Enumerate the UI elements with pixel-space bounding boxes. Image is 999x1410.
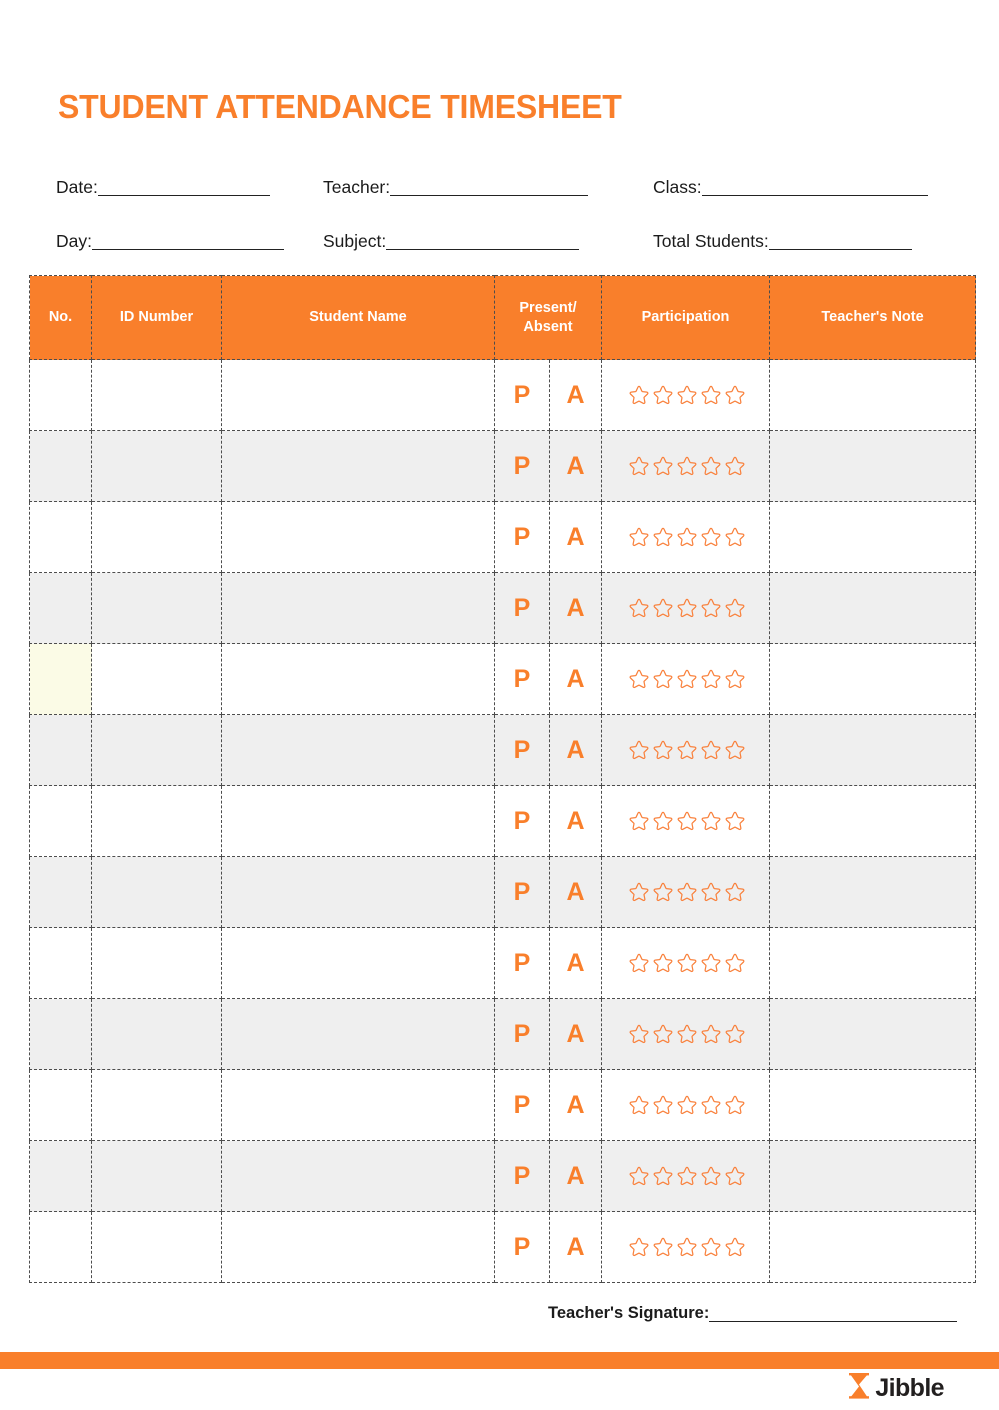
cell-present-mark[interactable] xyxy=(495,573,550,644)
page-title: STUDENT ATTENDANCE TIMESHEET xyxy=(58,88,622,125)
cell-absent-mark[interactable] xyxy=(550,999,602,1070)
column-header-no: No. xyxy=(30,276,92,360)
participation-rating[interactable] xyxy=(602,857,769,927)
star-icon[interactable] xyxy=(724,668,746,690)
present-letter: P xyxy=(513,664,531,693)
cell-teachers-note[interactable] xyxy=(770,1212,976,1283)
cell-participation[interactable] xyxy=(602,786,770,857)
cell-participation[interactable] xyxy=(602,1141,770,1212)
star-icon[interactable] xyxy=(628,739,650,761)
cell-id-number[interactable] xyxy=(92,857,222,928)
cell-no[interactable] xyxy=(30,573,92,644)
absent-letter: A xyxy=(566,664,585,693)
field-teacher-input[interactable] xyxy=(390,181,588,196)
participation-rating[interactable] xyxy=(602,360,769,430)
table-row xyxy=(30,1212,976,1283)
cell-id-number[interactable] xyxy=(92,1141,222,1212)
star-icon[interactable] xyxy=(628,1236,650,1258)
table-row xyxy=(30,857,976,928)
present-absent-line-1: Present/ xyxy=(519,300,577,317)
cell-present-mark[interactable] xyxy=(495,715,550,786)
cell-student-name[interactable] xyxy=(222,857,495,928)
absent-letter: A xyxy=(566,522,585,551)
cell-absent-mark[interactable] xyxy=(550,1212,602,1283)
cell-teachers-note[interactable] xyxy=(770,1070,976,1141)
participation-rating[interactable] xyxy=(602,1141,769,1211)
cell-id-number[interactable] xyxy=(92,360,222,431)
table-row xyxy=(30,999,976,1070)
jibble-brand xyxy=(848,1373,944,1404)
present-letter: P xyxy=(513,451,531,480)
star-icon[interactable] xyxy=(676,597,698,619)
cell-no[interactable] xyxy=(30,644,92,715)
cell-no[interactable] xyxy=(30,1070,92,1141)
cell-absent-mark[interactable] xyxy=(550,573,602,644)
star-icon[interactable] xyxy=(628,1094,650,1116)
cell-student-name[interactable] xyxy=(222,644,495,715)
cell-absent-mark[interactable] xyxy=(550,360,602,431)
hourglass-icon xyxy=(848,1373,870,1404)
star-icon[interactable] xyxy=(652,952,674,974)
participation-rating[interactable] xyxy=(602,644,769,714)
absent-letter: A xyxy=(566,735,585,764)
cell-no[interactable] xyxy=(30,715,92,786)
star-icon[interactable] xyxy=(628,455,650,477)
star-icon[interactable] xyxy=(676,526,698,548)
table-body xyxy=(30,360,976,1283)
absent-letter: A xyxy=(566,877,585,906)
cell-teachers-note[interactable] xyxy=(770,644,976,715)
star-icon[interactable] xyxy=(700,810,722,832)
cell-student-name[interactable] xyxy=(222,786,495,857)
cell-no[interactable] xyxy=(30,928,92,999)
cell-id-number[interactable] xyxy=(92,715,222,786)
footer-accent-bar xyxy=(0,1352,999,1369)
cell-participation[interactable] xyxy=(602,857,770,928)
participation-rating[interactable] xyxy=(602,502,769,572)
star-icon[interactable] xyxy=(700,1023,722,1045)
column-header-present-absent xyxy=(495,276,602,360)
star-icon[interactable] xyxy=(652,1094,674,1116)
cell-participation[interactable] xyxy=(602,644,770,715)
field-day-label: Day: xyxy=(56,230,92,251)
participation-rating[interactable] xyxy=(602,431,769,501)
cell-absent-mark[interactable] xyxy=(550,502,602,573)
star-icon[interactable] xyxy=(700,597,722,619)
star-icon[interactable] xyxy=(724,1236,746,1258)
field-total-students-label: Total Students: xyxy=(653,230,769,251)
cell-student-name[interactable] xyxy=(222,502,495,573)
table-row xyxy=(30,1070,976,1141)
cell-teachers-note[interactable] xyxy=(770,786,976,857)
table-row xyxy=(30,573,976,644)
cell-present-mark[interactable] xyxy=(495,786,550,857)
attendance-table xyxy=(29,275,976,1283)
participation-rating[interactable] xyxy=(602,573,769,643)
cell-no[interactable] xyxy=(30,1141,92,1212)
cell-teachers-note[interactable] xyxy=(770,928,976,999)
star-icon[interactable] xyxy=(724,810,746,832)
star-icon[interactable] xyxy=(676,1165,698,1187)
star-icon[interactable] xyxy=(700,881,722,903)
cell-no[interactable] xyxy=(30,1212,92,1283)
star-icon[interactable] xyxy=(700,384,722,406)
field-total-students xyxy=(653,230,912,251)
table-row xyxy=(30,715,976,786)
star-icon[interactable] xyxy=(724,881,746,903)
cell-id-number[interactable] xyxy=(92,999,222,1070)
cell-id-number[interactable] xyxy=(92,1070,222,1141)
cell-teachers-note[interactable] xyxy=(770,502,976,573)
cell-student-name[interactable] xyxy=(222,999,495,1070)
star-icon[interactable] xyxy=(700,455,722,477)
teachers-signature-input[interactable] xyxy=(709,1308,957,1322)
star-icon[interactable] xyxy=(628,597,650,619)
present-letter: P xyxy=(513,1090,531,1119)
star-icon[interactable] xyxy=(652,455,674,477)
star-icon[interactable] xyxy=(676,881,698,903)
absent-letter: A xyxy=(566,948,585,977)
star-icon[interactable] xyxy=(700,1165,722,1187)
cell-id-number[interactable] xyxy=(92,502,222,573)
star-icon[interactable] xyxy=(652,384,674,406)
cell-present-mark[interactable] xyxy=(495,360,550,431)
cell-no[interactable] xyxy=(30,502,92,573)
field-date xyxy=(56,176,323,197)
star-icon[interactable] xyxy=(700,1236,722,1258)
present-letter: P xyxy=(513,1232,531,1261)
field-class xyxy=(653,176,928,197)
cell-no[interactable] xyxy=(30,999,92,1070)
star-icon[interactable] xyxy=(724,1165,746,1187)
star-icon[interactable] xyxy=(676,668,698,690)
star-icon[interactable] xyxy=(724,597,746,619)
table-row xyxy=(30,431,976,502)
participation-rating[interactable] xyxy=(602,1212,769,1282)
participation-rating[interactable] xyxy=(602,1070,769,1140)
cell-teachers-note[interactable] xyxy=(770,1141,976,1212)
cell-participation[interactable] xyxy=(602,999,770,1070)
table-header xyxy=(30,276,976,360)
cell-absent-mark[interactable] xyxy=(550,857,602,928)
cell-participation[interactable] xyxy=(602,360,770,431)
cell-absent-mark[interactable] xyxy=(550,715,602,786)
cell-participation[interactable] xyxy=(602,502,770,573)
star-icon[interactable] xyxy=(676,384,698,406)
star-icon[interactable] xyxy=(676,1023,698,1045)
cell-present-mark[interactable] xyxy=(495,1141,550,1212)
teachers-signature xyxy=(548,1305,957,1322)
present-letter: P xyxy=(513,735,531,764)
star-icon[interactable] xyxy=(652,668,674,690)
cell-student-name[interactable] xyxy=(222,360,495,431)
cell-teachers-note[interactable] xyxy=(770,573,976,644)
star-icon[interactable] xyxy=(652,1165,674,1187)
cell-present-mark[interactable] xyxy=(495,431,550,502)
field-teacher-label: Teacher: xyxy=(323,176,391,197)
star-icon[interactable] xyxy=(652,881,674,903)
present-letter: P xyxy=(513,522,531,551)
cell-absent-mark[interactable] xyxy=(550,1070,602,1141)
field-day xyxy=(56,230,323,251)
column-header-id-number: ID Number xyxy=(92,276,222,360)
cell-id-number[interactable] xyxy=(92,431,222,502)
present-letter: P xyxy=(513,380,531,409)
cell-present-mark[interactable] xyxy=(495,1212,550,1283)
table-row xyxy=(30,360,976,431)
cell-teachers-note[interactable] xyxy=(770,360,976,431)
star-icon[interactable] xyxy=(676,739,698,761)
cell-teachers-note[interactable] xyxy=(770,431,976,502)
field-teacher xyxy=(323,176,653,197)
star-icon[interactable] xyxy=(628,1165,650,1187)
star-icon[interactable] xyxy=(628,810,650,832)
star-icon[interactable] xyxy=(652,597,674,619)
brand-name: Jibble xyxy=(875,1374,944,1402)
absent-letter: A xyxy=(566,1161,585,1190)
cell-present-mark[interactable] xyxy=(495,999,550,1070)
cell-no[interactable] xyxy=(30,786,92,857)
cell-no[interactable] xyxy=(30,360,92,431)
star-icon[interactable] xyxy=(628,384,650,406)
participation-rating[interactable] xyxy=(602,999,769,1069)
present-letter: P xyxy=(513,806,531,835)
star-icon[interactable] xyxy=(700,526,722,548)
participation-rating[interactable] xyxy=(602,786,769,856)
cell-student-name[interactable] xyxy=(222,715,495,786)
table-row xyxy=(30,502,976,573)
star-icon[interactable] xyxy=(628,526,650,548)
star-icon[interactable] xyxy=(676,455,698,477)
participation-rating[interactable] xyxy=(602,715,769,785)
star-icon[interactable] xyxy=(628,668,650,690)
field-total-students-input[interactable] xyxy=(769,235,912,250)
table-row xyxy=(30,1141,976,1212)
absent-letter: A xyxy=(566,806,585,835)
absent-letter: A xyxy=(566,380,585,409)
field-day-input[interactable] xyxy=(92,235,284,250)
star-icon[interactable] xyxy=(724,1094,746,1116)
cell-no[interactable] xyxy=(30,431,92,502)
star-icon[interactable] xyxy=(652,1236,674,1258)
absent-letter: A xyxy=(566,451,585,480)
star-icon[interactable] xyxy=(652,526,674,548)
cell-id-number[interactable] xyxy=(92,928,222,999)
star-icon[interactable] xyxy=(676,810,698,832)
cell-participation[interactable] xyxy=(602,431,770,502)
absent-letter: A xyxy=(566,1232,585,1261)
star-icon[interactable] xyxy=(724,952,746,974)
meta-row-2 xyxy=(56,222,946,250)
cell-absent-mark[interactable] xyxy=(550,431,602,502)
cell-student-name[interactable] xyxy=(222,1070,495,1141)
star-icon[interactable] xyxy=(652,810,674,832)
cell-participation[interactable] xyxy=(602,1070,770,1141)
cell-present-mark[interactable] xyxy=(495,857,550,928)
cell-present-mark[interactable] xyxy=(495,502,550,573)
star-icon[interactable] xyxy=(724,1023,746,1045)
field-subject xyxy=(323,230,653,251)
column-header-student-name: Student Name xyxy=(222,276,495,360)
star-icon[interactable] xyxy=(628,952,650,974)
present-letter: P xyxy=(513,1161,531,1190)
cell-present-mark[interactable] xyxy=(495,1070,550,1141)
star-icon[interactable] xyxy=(628,1023,650,1045)
cell-student-name[interactable] xyxy=(222,1141,495,1212)
meta-row-1 xyxy=(56,168,946,196)
field-date-input[interactable] xyxy=(98,181,270,196)
present-absent-line-2: Absent xyxy=(523,318,573,335)
field-date-label: Date: xyxy=(56,176,98,197)
meta-fields xyxy=(56,168,946,276)
cell-absent-mark[interactable] xyxy=(550,644,602,715)
cell-id-number[interactable] xyxy=(92,786,222,857)
present-letter: P xyxy=(513,948,531,977)
cell-participation[interactable] xyxy=(602,1212,770,1283)
star-icon[interactable] xyxy=(724,526,746,548)
star-icon[interactable] xyxy=(628,881,650,903)
cell-id-number[interactable] xyxy=(92,573,222,644)
cell-student-name[interactable] xyxy=(222,573,495,644)
cell-absent-mark[interactable] xyxy=(550,928,602,999)
table-header-row xyxy=(30,276,976,360)
present-letter: P xyxy=(513,593,531,622)
cell-present-mark[interactable] xyxy=(495,644,550,715)
cell-present-mark[interactable] xyxy=(495,928,550,999)
attendance-sheet xyxy=(29,275,975,1283)
cell-participation[interactable] xyxy=(602,715,770,786)
present-letter: P xyxy=(513,1019,531,1048)
cell-id-number[interactable] xyxy=(92,644,222,715)
cell-participation[interactable] xyxy=(602,928,770,999)
field-class-input[interactable] xyxy=(702,181,928,196)
cell-student-name[interactable] xyxy=(222,928,495,999)
cell-id-number[interactable] xyxy=(92,1212,222,1283)
cell-no[interactable] xyxy=(30,857,92,928)
star-icon[interactable] xyxy=(676,952,698,974)
star-icon[interactable] xyxy=(700,668,722,690)
cell-student-name[interactable] xyxy=(222,1212,495,1283)
star-icon[interactable] xyxy=(676,1236,698,1258)
cell-teachers-note[interactable] xyxy=(770,715,976,786)
table-row xyxy=(30,786,976,857)
cell-participation[interactable] xyxy=(602,573,770,644)
present-letter: P xyxy=(513,877,531,906)
field-class-label: Class: xyxy=(653,176,702,197)
table-row xyxy=(30,644,976,715)
field-subject-label: Subject: xyxy=(323,230,387,251)
column-header-participation: Participation xyxy=(602,276,770,360)
star-icon[interactable] xyxy=(724,384,746,406)
column-header-teachers-note: Teacher's Note xyxy=(770,276,976,360)
cell-absent-mark[interactable] xyxy=(550,1141,602,1212)
cell-teachers-note[interactable] xyxy=(770,857,976,928)
star-icon[interactable] xyxy=(724,739,746,761)
participation-rating[interactable] xyxy=(602,928,769,998)
star-icon[interactable] xyxy=(652,1023,674,1045)
star-icon[interactable] xyxy=(652,739,674,761)
absent-letter: A xyxy=(566,1090,585,1119)
teachers-signature-label: Teacher's Signature: xyxy=(548,1304,710,1322)
absent-letter: A xyxy=(566,1019,585,1048)
absent-letter: A xyxy=(566,593,585,622)
cell-student-name[interactable] xyxy=(222,431,495,502)
star-icon[interactable] xyxy=(700,739,722,761)
field-subject-input[interactable] xyxy=(386,235,579,250)
cell-absent-mark[interactable] xyxy=(550,786,602,857)
star-icon[interactable] xyxy=(700,952,722,974)
cell-teachers-note[interactable] xyxy=(770,999,976,1070)
star-icon[interactable] xyxy=(700,1094,722,1116)
star-icon[interactable] xyxy=(724,455,746,477)
star-icon[interactable] xyxy=(676,1094,698,1116)
table-row xyxy=(30,928,976,999)
